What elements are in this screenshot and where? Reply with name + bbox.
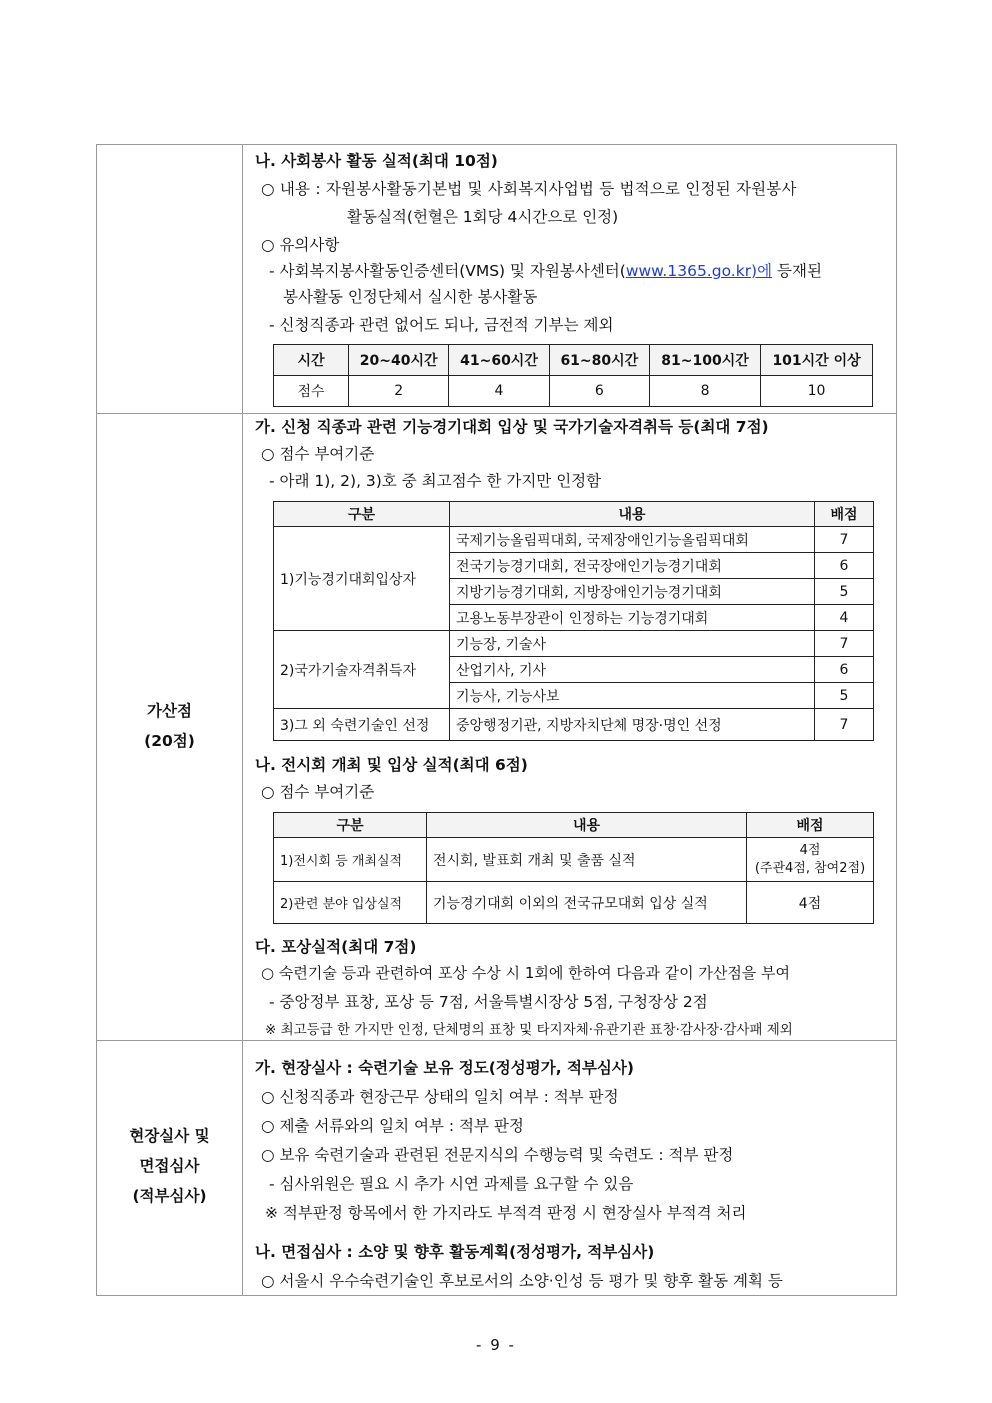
table-header: 구분 xyxy=(274,502,450,527)
table-cell: 7 xyxy=(815,631,874,657)
category-inspection-line3: (적부심사) xyxy=(132,1187,207,1205)
table-cell: 7 xyxy=(815,709,874,741)
inspection-a-heading: 가. 현장실사 : 숙련기술 보유 정도(정성평가, 적부심사) xyxy=(255,1059,634,1077)
score-value: 4점 xyxy=(799,842,821,858)
category-bonus-points: (20점) xyxy=(144,732,195,750)
table-row xyxy=(274,502,874,527)
volunteer-note1-cont: 봉사활동 인정단체서 실시한 봉사활동 xyxy=(283,288,538,306)
table-cell: 1)전시회 등 개최실적 xyxy=(274,838,427,882)
table-cell: 기능장, 기술사 xyxy=(450,631,815,657)
table-cell: 6 xyxy=(815,657,874,683)
table-header: 81~100시간 xyxy=(649,345,760,376)
column-divider xyxy=(242,145,243,1295)
table-header-hours: 시간 xyxy=(274,345,349,376)
table-cell: 국제기능올림픽대회, 국제장애인기능올림픽대회 xyxy=(450,527,815,553)
table-header: 내용 xyxy=(450,502,815,527)
table-cell: 5 xyxy=(815,579,874,605)
volunteer-notes-label: ○ 유의사항 xyxy=(261,236,340,254)
volunteer-note1-text: - 사회복지봉사활동인증센터(VMS) 및 자원봉사센터( xyxy=(269,262,626,280)
volunteer-note1 xyxy=(269,259,822,281)
table-cell: 2 xyxy=(349,376,449,407)
table-header: 101시간 이상 xyxy=(761,345,873,376)
bonus-a-table xyxy=(273,501,874,741)
bonus-b-criteria: ○ 점수 부여기준 xyxy=(261,783,375,801)
page-number: - 9 - xyxy=(476,1336,516,1354)
table-row xyxy=(274,882,874,924)
table-cell: 2)관련 분야 입상실적 xyxy=(274,882,427,924)
table-header: 20~40시간 xyxy=(349,345,449,376)
evaluation-criteria-frame xyxy=(96,144,897,1296)
inspection-a-line5: ※ 적부판정 항목에서 한 가지라도 부적격 판정 시 현장실사 부적격 처리 xyxy=(265,1204,747,1222)
table-cell: 지방기능경기대회, 지방장애인기능경기대회 xyxy=(450,579,815,605)
bonus-c-line3: ※ 최고등급 한 가지만 인정, 단체명의 표창 및 타지자체·유관기관 표창·감사장·감사패 제외 xyxy=(265,1022,793,1038)
table-cell: 전시회, 발표회 개최 및 출품 실적 xyxy=(427,838,747,882)
category-inspection-line2: 면접심사 xyxy=(139,1157,200,1175)
table-cell: 8 xyxy=(649,376,760,407)
table-row xyxy=(274,345,873,376)
group-label: 3)그 외 숙련기술인 선정 xyxy=(274,709,450,741)
category-bonus xyxy=(97,696,242,756)
table-cell: 전국기능경기대회, 전국장애인기능경기대회 xyxy=(450,553,815,579)
table-cell: 7 xyxy=(815,527,874,553)
bonus-a-heading: 가. 신청 직종과 관련 기능경기대회 입상 및 국가기술자격취득 등(최대 7점) xyxy=(255,418,769,436)
score-detail: (주관4점, 참여2점) xyxy=(754,860,866,876)
bonus-b-table xyxy=(273,812,874,924)
inspection-a-line4: - 심사위원은 필요 시 추가 시연 과제를 요구할 수 있음 xyxy=(269,1175,634,1193)
table-row xyxy=(274,813,874,838)
bonus-b-heading: 나. 전시회 개최 및 입상 실적(최대 6점) xyxy=(255,756,528,774)
table-cell: 6 xyxy=(549,376,649,407)
row-divider xyxy=(97,413,896,414)
volunteer-content-cont: 활동실적(헌혈은 1회당 4시간으로 인정) xyxy=(347,208,619,226)
table-cell xyxy=(747,838,874,882)
bonus-c-line2: - 중앙정부 표창, 포상 등 7점, 서울특별시장상 5점, 구청장상 2점 xyxy=(269,993,708,1011)
bonus-c-line1: ○ 숙련기술 등과 관련하여 포상 수상 시 1회에 한하여 다음과 같이 가산점을 부여 xyxy=(261,964,791,982)
inspection-a-line2: ○ 제출 서류와의 일치 여부 : 적부 판정 xyxy=(261,1117,524,1135)
table-cell: 6 xyxy=(815,553,874,579)
table-cell: 산업기사, 기사 xyxy=(450,657,815,683)
table-cell: 기능경기대회 이외의 전국규모대회 입상 실적 xyxy=(427,882,747,924)
inspection-b-heading: 나. 면접심사 : 소양 및 향후 활동계획(정성평가, 적부심사) xyxy=(255,1243,655,1261)
volunteer-content: ○ 내용 : 자원봉사활동기본법 및 사회복지사업법 등 법적으로 인정된 자원봉사 xyxy=(261,180,797,198)
bonus-a-criteria: ○ 점수 부여기준 xyxy=(261,445,375,463)
group-label: 1)기능경기대회입상자 xyxy=(274,527,450,631)
inspection-b-line1: ○ 서울시 우수숙련기술인 후보로서의 소양·인성 등 평가 및 향후 활동 계획 등 xyxy=(261,1272,783,1290)
table-header: 61~80시간 xyxy=(549,345,649,376)
category-inspection-line1: 현장실사 및 xyxy=(129,1127,210,1145)
bonus-c-heading: 다. 포상실적(최대 7점) xyxy=(255,938,417,956)
table-row xyxy=(274,376,873,407)
table-cell: 4 xyxy=(449,376,549,407)
table-row xyxy=(274,838,874,882)
table-cell: 4 xyxy=(815,605,874,631)
table-cell: 5 xyxy=(815,683,874,709)
table-row-label-score: 점수 xyxy=(274,376,349,407)
table-row xyxy=(274,527,874,553)
table-cell: 고용노동부장관이 인정하는 기능경기대회 xyxy=(450,605,815,631)
group-label: 2)국가기술자격취득자 xyxy=(274,631,450,709)
volunteer-score-table xyxy=(273,344,873,407)
table-header: 배점 xyxy=(815,502,874,527)
table-header: 배점 xyxy=(747,813,874,838)
table-cell: 기능사, 기능사보 xyxy=(450,683,815,709)
table-row xyxy=(274,631,874,657)
bonus-a-rule: - 아래 1), 2), 3)호 중 최고점수 한 가지만 인정함 xyxy=(269,472,602,490)
table-row xyxy=(274,709,874,741)
volunteer-note1-suffix: 등재된 xyxy=(772,262,822,280)
table-cell: 4점 xyxy=(747,882,874,924)
category-bonus-title: 가산점 xyxy=(147,702,192,720)
inspection-a-line3: ○ 보유 숙련기술과 관련된 전문지식의 수행능력 및 숙련도 : 적부 판정 xyxy=(261,1146,734,1164)
table-header: 41~60시간 xyxy=(449,345,549,376)
table-cell: 10 xyxy=(761,376,873,407)
table-cell: 중앙행정기관, 지방자치단체 명장·명인 선정 xyxy=(450,709,815,741)
inspection-a-line1: ○ 신청직종과 현장근무 상태의 일치 여부 : 적부 판정 xyxy=(261,1088,619,1106)
category-inspection xyxy=(97,1121,242,1211)
row-divider xyxy=(97,1040,896,1041)
table-header: 구분 xyxy=(274,813,427,838)
table-header: 내용 xyxy=(427,813,747,838)
volunteer-heading: 나. 사회봉사 활동 실적(최대 10점) xyxy=(255,152,498,170)
volunteer-note2: - 신청직종과 관련 없어도 되나, 금전적 기부는 제외 xyxy=(269,316,614,334)
vms-link[interactable]: www.1365.go.kr)에 xyxy=(625,262,773,280)
